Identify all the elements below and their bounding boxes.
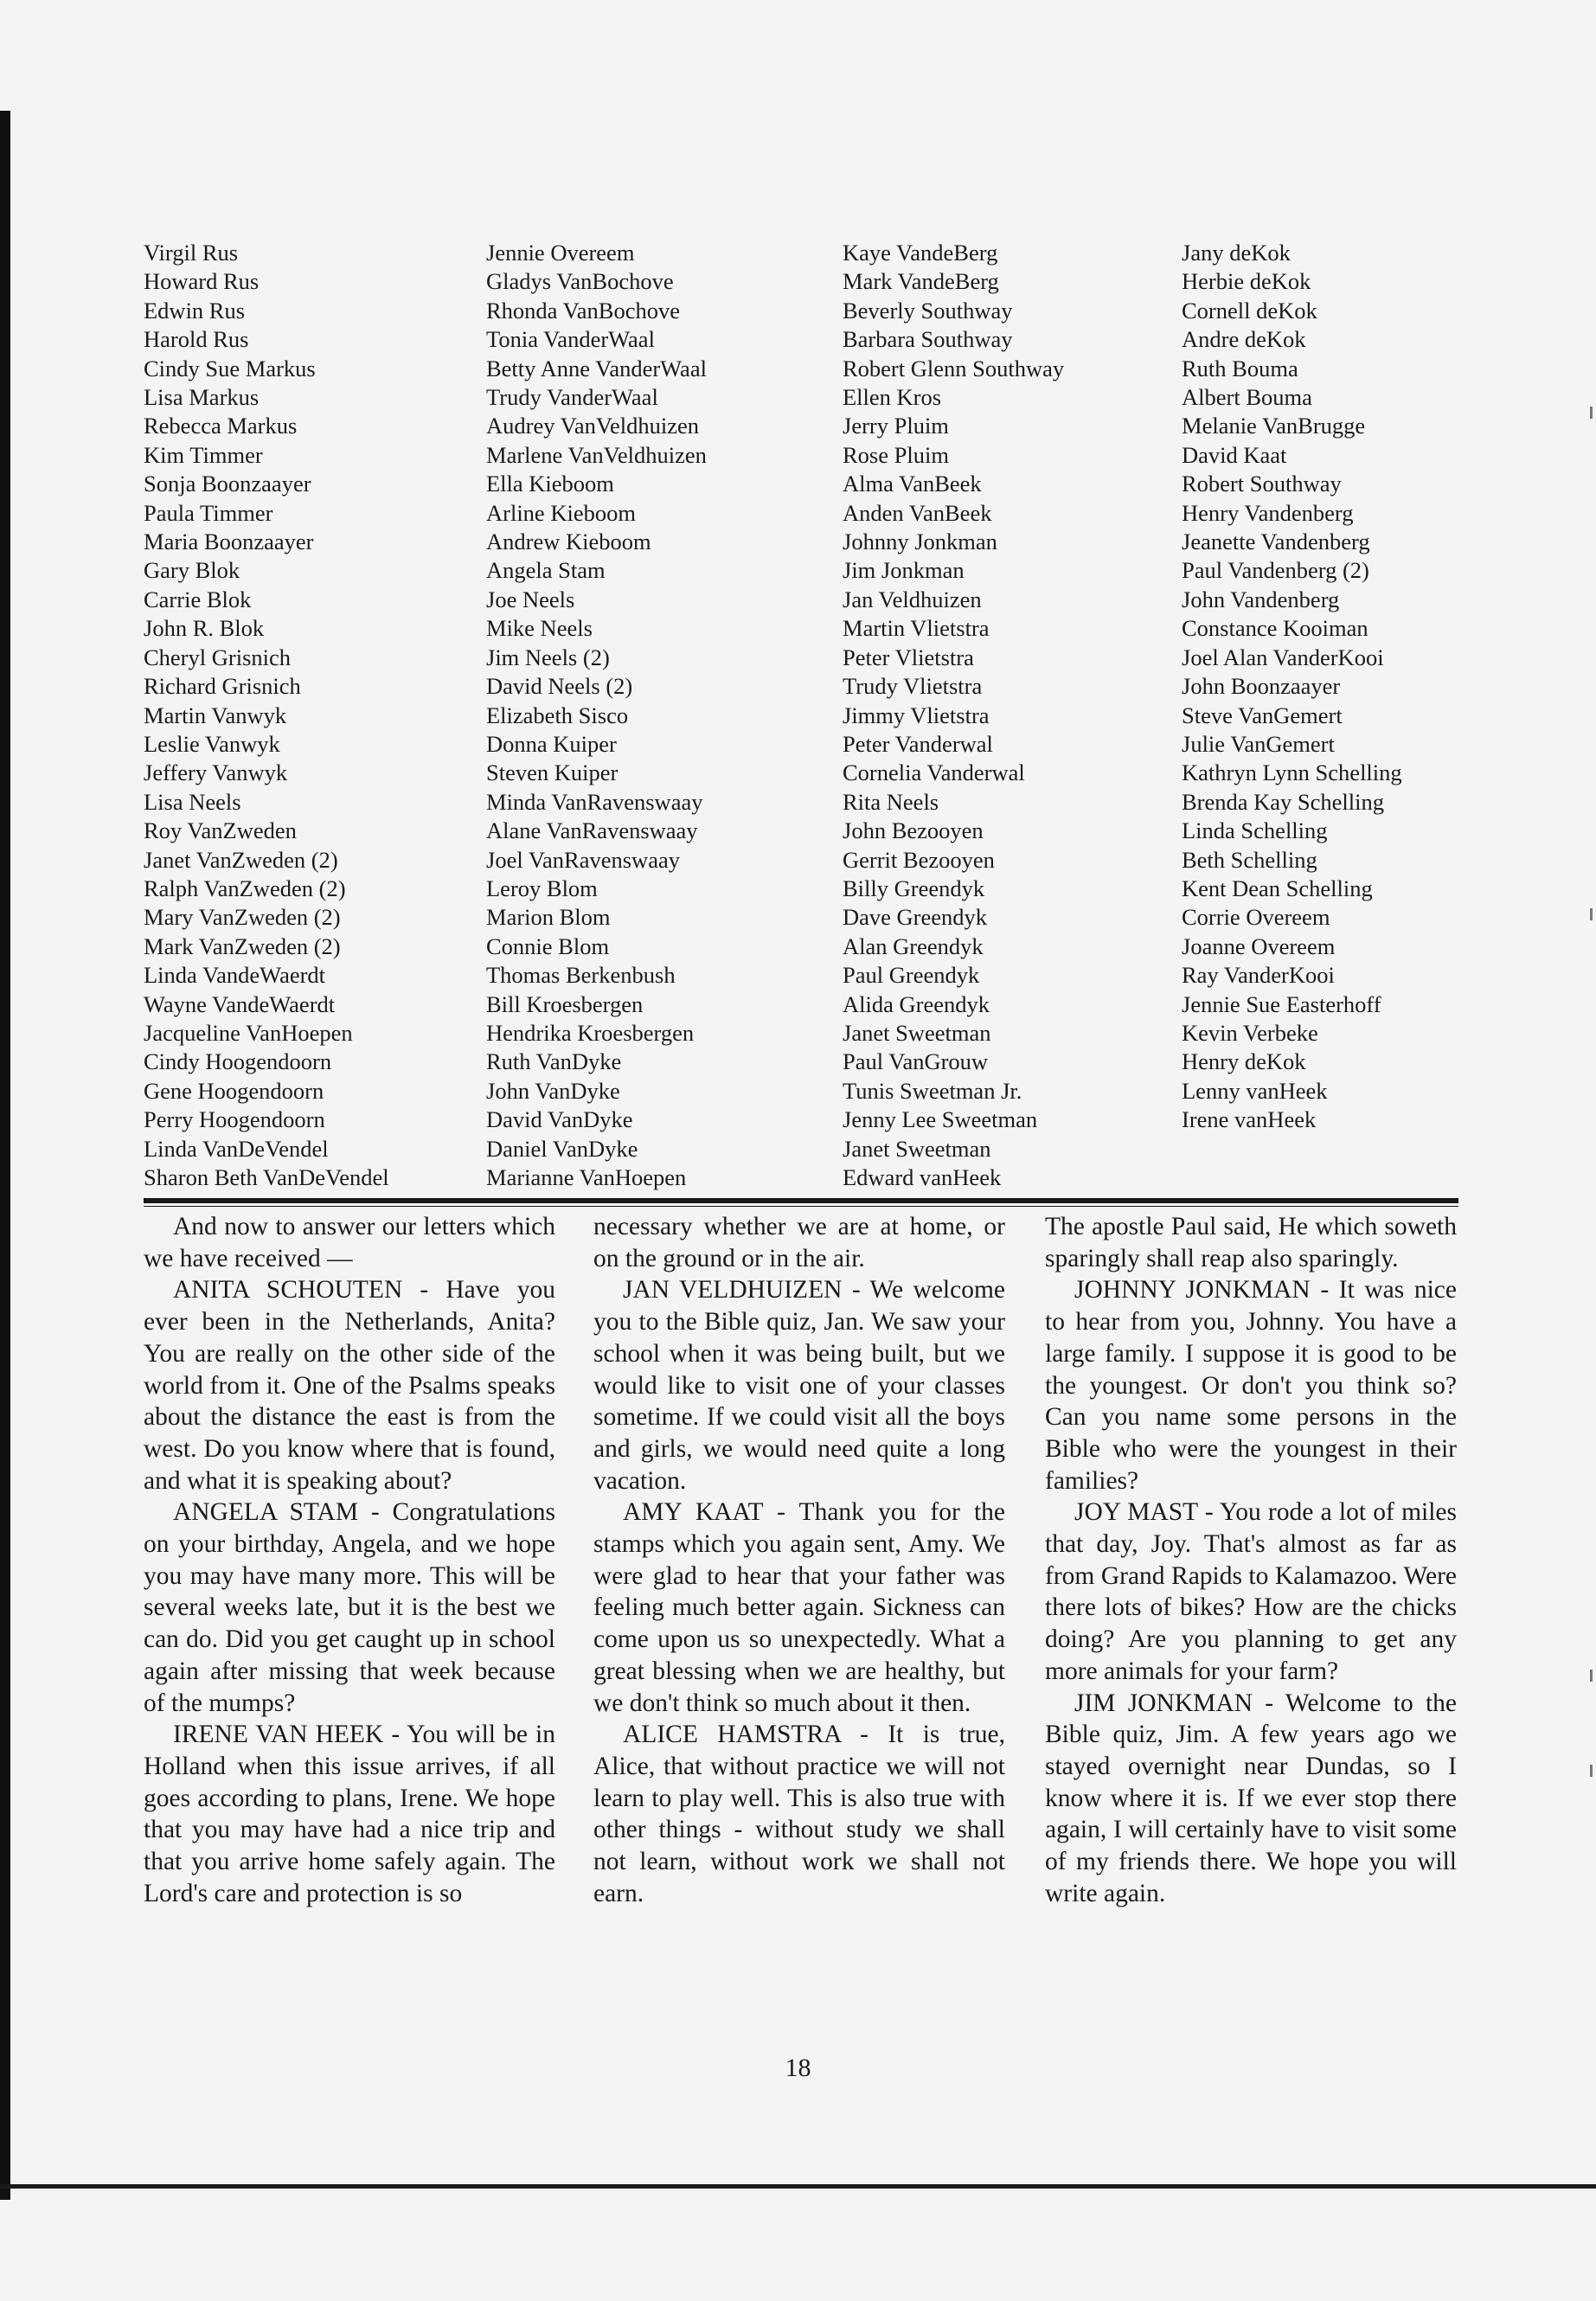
name-entry: Thomas Berkenbush: [486, 962, 676, 989]
letter-paragraph: The apostle Paul said, He which soweth sparingly shall reap also sparingly.: [1045, 1213, 1457, 1272]
name-entry: Robert Southway: [1182, 471, 1342, 497]
name-entry: Daniel VanDyke: [486, 1135, 638, 1162]
name-entry: Rebecca Markus: [144, 413, 298, 439]
scan-mark: [1590, 1765, 1593, 1777]
name-entry: Henry deKok: [1182, 1048, 1306, 1075]
name-entry: Marianne VanHoepen: [486, 1164, 687, 1190]
name-entry: Jenny Lee Sweetman: [843, 1106, 1038, 1133]
name-entry: Gary Blok: [144, 557, 240, 584]
name-entry: Cindy Hoogendoorn: [144, 1048, 332, 1075]
name-entry: Sharon Beth VanDeVendel: [144, 1164, 389, 1190]
letter-paragraph: And now to answer our letters which we have received —: [144, 1213, 555, 1272]
section-divider-thick: [144, 1198, 1458, 1203]
names-column-4: [1182, 239, 1402, 1135]
name-entry: Steve VanGemert: [1182, 702, 1343, 728]
name-entry: Mike Neels: [486, 615, 593, 642]
name-entry: Johnny Jonkman: [843, 529, 997, 555]
letter-paragraph: JIM JONKMAN - Welcome to the Bible quiz, Jim. A few years ago we stayed overnight near Dundas, so I know where it is. If we ever stop there again, I will certainly have to visit some of my friends there. We hope you will write again.: [1045, 1689, 1457, 1907]
name-entry: David Neels (2): [486, 673, 633, 700]
name-entry: Howard Rus: [144, 268, 260, 295]
name-entry: Jennie Sue Easterhoff: [1182, 990, 1381, 1017]
name-entry: Richard Grisnich: [144, 673, 301, 700]
name-entry: Henry Vandenberg: [1182, 499, 1354, 526]
name-entry: Albert Bouma: [1182, 384, 1312, 411]
name-entry: Jim Neels (2): [486, 644, 610, 670]
name-entry: Donna Kuiper: [486, 730, 617, 757]
name-entry: Paul Greendyk: [843, 962, 980, 989]
name-entry: Gladys VanBochove: [486, 268, 674, 295]
name-entry: Leslie Vanwyk: [144, 730, 280, 757]
letter-paragraph: AMY KAAT - Thank you for the stamps which you again sent, Amy. We were glad to hear that your father was feeling much better again. Sickness can come upon us so unexpectedly. What a great blessing when we are healthy, but we don't think so much about it then.: [593, 1498, 1005, 1717]
name-entry: Elizabeth Sisco: [486, 702, 629, 728]
name-entry: Maria Boonzaayer: [144, 529, 314, 555]
name-entry: Tunis Sweetman Jr.: [843, 1077, 1022, 1104]
name-entry: Jennie Overeem: [486, 240, 635, 266]
name-entry: Wayne VandeWaerdt: [144, 990, 336, 1017]
name-entry: Paul Vandenberg (2): [1182, 557, 1369, 584]
name-entry: Audrey VanVeldhuizen: [486, 413, 700, 439]
letters-column-3: [1045, 1211, 1457, 1909]
name-entry: Hendrika Kroesbergen: [486, 1019, 695, 1046]
name-entry: Peter Vlietstra: [843, 644, 974, 670]
name-entry: Julie VanGemert: [1182, 730, 1335, 757]
name-entry: Cindy Sue Markus: [144, 355, 316, 381]
letter-paragraph: necessary whether we are at home, or on the ground or in the air.: [593, 1213, 1005, 1272]
name-entry: Paula Timmer: [144, 499, 273, 526]
name-entry: Joe Neels: [486, 586, 575, 612]
letters-column-1: [144, 1211, 555, 1909]
scan-mark: [1590, 407, 1593, 419]
names-column-2: [486, 239, 707, 1192]
section-divider-thin: [144, 1206, 1458, 1207]
name-entry: Ella Kieboom: [486, 471, 614, 497]
scan-edge-bottom: [0, 2184, 1596, 2189]
name-entry: Betty Anne VanderWaal: [486, 355, 707, 381]
page-number: 18: [785, 2054, 811, 2082]
name-entry: Peter Vanderwal: [843, 730, 993, 757]
name-entry: Roy VanZweden: [144, 817, 297, 844]
letter-paragraph: ANITA SCHOUTEN - Have you ever been in the Netherlands, Anita? You are really on the other side of the world from it. One of the Psalms speaks about the distance the east is from the west. Do you know where that is found, and what it is speaking about?: [144, 1276, 555, 1495]
name-entry: Ruth VanDyke: [486, 1048, 622, 1075]
letter-paragraph: ANGELA STAM - Congratulations on your birthday, Angela, and we hope you may have many more. This will be several weeks late, but it is the best we can do. Did you get caught up in school again after missing that week because of the mumps?: [144, 1498, 555, 1717]
name-entry: Trudy Vlietstra: [843, 673, 983, 700]
name-entry: Marion Blom: [486, 904, 611, 931]
name-entry: Kaye VandeBerg: [843, 240, 998, 266]
name-entry: David VanDyke: [486, 1106, 633, 1133]
name-entry: Alan Greendyk: [843, 933, 984, 959]
letter-paragraph: ALICE HAMSTRA - It is true, Alice, that without practice we will not learn to play well. This is also true with other things - without study we shall not learn, without work we shall not earn.: [593, 1721, 1005, 1907]
name-entry: Harold Rus: [144, 326, 249, 353]
name-entry: John R. Blok: [144, 615, 265, 642]
letters-column-2: [593, 1211, 1005, 1909]
name-entry: Angela Stam: [486, 557, 606, 584]
name-entry: Rhonda VanBochove: [486, 297, 680, 324]
name-entry: Lisa Markus: [144, 384, 260, 411]
name-entry: Gene Hoogendoorn: [144, 1077, 324, 1104]
name-entry: Alane VanRavenswaay: [486, 817, 698, 844]
name-entry: Edwin Rus: [144, 297, 246, 324]
name-entry: Kevin Verbeke: [1182, 1019, 1318, 1046]
name-entry: Jeffery Vanwyk: [144, 760, 288, 786]
name-entry: Jacqueline VanHoepen: [144, 1019, 353, 1046]
name-entry: Virgil Rus: [144, 240, 239, 266]
name-entry: John Boonzaayer: [1182, 673, 1341, 700]
name-entry: John VanDyke: [486, 1077, 620, 1104]
name-entry: Steven Kuiper: [486, 760, 619, 786]
name-entry: Joel VanRavenswaay: [486, 846, 680, 873]
name-entry: Ellen Kros: [843, 384, 942, 411]
name-entry: Perry Hoogendoorn: [144, 1106, 325, 1133]
name-entry: Andre deKok: [1182, 326, 1306, 353]
name-entry: Mark VandeBerg: [843, 268, 999, 295]
name-entry: Janet Sweetman: [843, 1019, 991, 1046]
name-entry: Melanie VanBrugge: [1182, 413, 1366, 439]
name-entry: Anden VanBeek: [843, 499, 992, 526]
name-entry: Connie Blom: [486, 933, 610, 959]
name-entry: Sonja Boonzaayer: [144, 471, 311, 497]
name-entry: Brenda Kay Schelling: [1182, 788, 1385, 815]
name-entry: Arline Kieboom: [486, 499, 636, 526]
names-column-3: [843, 239, 1064, 1192]
name-entry: Herbie deKok: [1182, 268, 1311, 295]
name-entry: Edward vanHeek: [843, 1164, 1002, 1190]
name-entry: Joel Alan VanderKooi: [1182, 644, 1384, 670]
participant-names-list: [144, 239, 1493, 1190]
name-entry: Janet Sweetman: [843, 1135, 991, 1162]
name-entry: Robert Glenn Southway: [843, 355, 1065, 381]
name-entry: John Vandenberg: [1182, 586, 1340, 612]
name-entry: Linda VandeWaerdt: [144, 962, 326, 989]
name-entry: Martin Vanwyk: [144, 702, 287, 728]
name-entry: David Kaat: [1182, 441, 1287, 468]
letter-paragraph: JOY MAST - You rode a lot of miles that day, Joy. That's almost as far as from Grand Rapids to Kalamazoo. Were there lots of bikes? How are the chicks doing? Are you planning to get any more animals for your farm?: [1045, 1498, 1457, 1685]
name-entry: Tonia VanderWaal: [486, 326, 655, 353]
scan-mark: [1590, 1670, 1593, 1682]
letter-paragraph: IRENE VAN HEEK - You will be in Holland when this issue arrives, if all goes according to plans, Irene. We hope that you may have had a nice trip and that you arrive home safely again. The Lord's care and protection is so: [144, 1721, 555, 1907]
name-entry: Ralph VanZweden (2): [144, 875, 346, 901]
name-entry: Mark VanZweden (2): [144, 933, 341, 959]
name-entry: Jeanette Vandenberg: [1182, 529, 1370, 555]
name-entry: Jan Veldhuizen: [843, 586, 982, 612]
name-entry: Beverly Southway: [843, 297, 1013, 324]
name-entry: Leroy Blom: [486, 875, 598, 901]
letter-paragraph: JAN VELDHUIZEN - We welcome you to the Bible quiz, Jan. We saw your school when it was being built, but we would like to visit one of your classes sometime. If we could visit all the boys and girls, we would need quite a long vacation.: [593, 1276, 1005, 1495]
name-entry: Linda VanDeVendel: [144, 1135, 329, 1162]
name-entry: John Bezooyen: [843, 817, 984, 844]
name-entry: Ruth Bouma: [1182, 355, 1298, 381]
name-entry: Jany deKok: [1182, 240, 1291, 266]
name-entry: Cornelia Vanderwal: [843, 760, 1025, 786]
name-entry: Lisa Neels: [144, 788, 241, 815]
name-entry: Irene vanHeek: [1182, 1106, 1317, 1133]
name-entry: Rose Pluim: [843, 441, 949, 468]
name-entry: Paul VanGrouw: [843, 1048, 989, 1075]
name-entry: Corrie Overeem: [1182, 904, 1330, 931]
name-entry: Joanne Overeem: [1182, 933, 1336, 959]
name-entry: Alma VanBeek: [843, 471, 982, 497]
name-entry: Cornell deKok: [1182, 297, 1317, 324]
name-entry: Kathryn Lynn Schelling: [1182, 760, 1402, 786]
scan-edge-left: [0, 111, 10, 2200]
name-entry: Gerrit Bezooyen: [843, 846, 995, 873]
name-entry: Mary VanZweden (2): [144, 904, 341, 931]
name-entry: Kent Dean Schelling: [1182, 875, 1373, 901]
scan-mark: [1590, 908, 1593, 920]
name-entry: Linda Schelling: [1182, 817, 1328, 844]
name-entry: Jim Jonkman: [843, 557, 965, 584]
name-entry: Rita Neels: [843, 788, 939, 815]
name-entry: Kim Timmer: [144, 441, 263, 468]
name-entry: Jerry Pluim: [843, 413, 949, 439]
name-entry: Ray VanderKooi: [1182, 962, 1335, 989]
names-column-1: [144, 239, 389, 1192]
name-entry: Carrie Blok: [144, 586, 252, 612]
name-entry: Jimmy Vlietstra: [843, 702, 990, 728]
name-entry: Alida Greendyk: [843, 990, 990, 1017]
name-entry: Lenny vanHeek: [1182, 1077, 1328, 1104]
name-entry: Cheryl Grisnich: [144, 644, 292, 670]
name-entry: Andrew Kieboom: [486, 529, 651, 555]
letter-paragraph: JOHNNY JONKMAN - It was nice to hear from you, Johnny. You have a large family. I suppose it is good to be the youngest. Or don't you think so? Can you name some persons in the Bible who were the youngest in their families?: [1045, 1276, 1457, 1495]
name-entry: Janet VanZweden (2): [144, 846, 338, 873]
name-entry: Minda VanRavenswaay: [486, 788, 703, 815]
name-entry: Trudy VanderWaal: [486, 384, 658, 411]
name-entry: Billy Greendyk: [843, 875, 985, 901]
name-entry: Bill Kroesbergen: [486, 990, 644, 1017]
name-entry: Martin Vlietstra: [843, 615, 990, 642]
name-entry: Marlene VanVeldhuizen: [486, 441, 707, 468]
name-entry: Constance Kooiman: [1182, 615, 1368, 642]
name-entry: Beth Schelling: [1182, 846, 1317, 873]
name-entry: Barbara Southway: [843, 326, 1013, 353]
name-entry: Dave Greendyk: [843, 904, 988, 931]
